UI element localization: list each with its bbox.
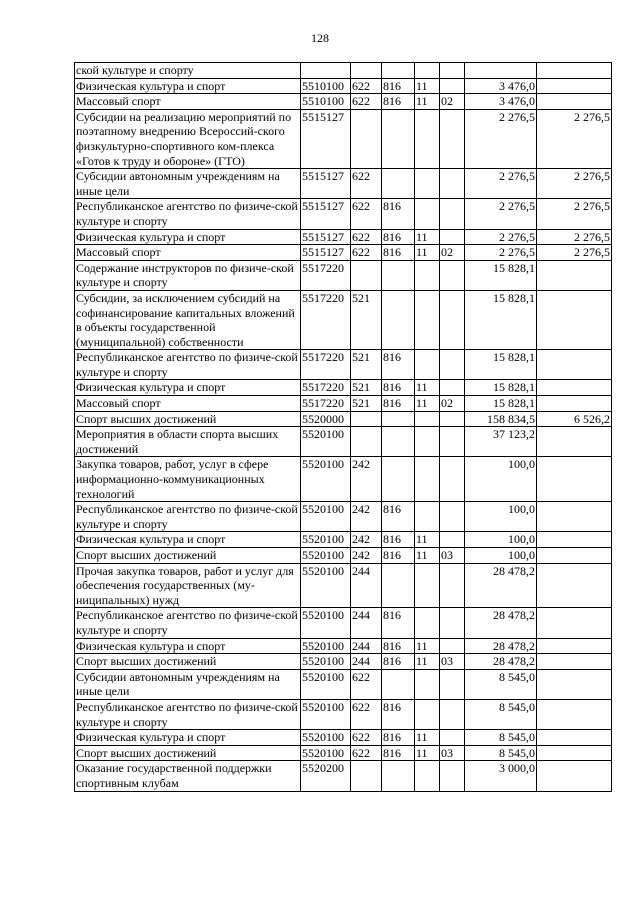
subsection-code-cell: 02: [440, 94, 465, 110]
amount-total-cell: [465, 63, 537, 79]
row-name-cell: Закупка товаров, работ, услуг в сфере информационно-коммуникационных технологий: [75, 457, 301, 502]
table-row: [75, 638, 612, 654]
subsection-code-cell: [440, 699, 465, 729]
section-code-cell: 11: [415, 654, 440, 670]
section-code-cell: [415, 761, 440, 791]
subsection-code-cell: [440, 169, 465, 199]
amount-federal-cell: 2 276,5: [537, 169, 612, 199]
subsection-code-cell: [440, 638, 465, 654]
table-row: [75, 548, 612, 564]
ministry-code-cell: 816: [382, 245, 415, 261]
amount-total-cell: 37 123,2: [465, 427, 537, 457]
section-code-cell: 11: [415, 730, 440, 746]
expense-type-code-cell: 521: [351, 290, 382, 349]
ministry-code-cell: 816: [382, 608, 415, 638]
amount-federal-cell: [537, 380, 612, 396]
amount-total-cell: 28 478,2: [465, 654, 537, 670]
amount-federal-cell: [537, 63, 612, 79]
row-name-cell: Субсидии на реализацию мероприятий по поэтапному внедрению Всероссий-ского физкультурно-спортивного ком-плекса «Готов к труду и обороне» (ГТО): [75, 109, 301, 168]
target-article-code-cell: 5517220: [301, 260, 351, 290]
amount-total-cell: 8 545,0: [465, 699, 537, 729]
subsection-code-cell: [440, 730, 465, 746]
expense-type-code-cell: 622: [351, 229, 382, 245]
target-article-code-cell: 5510100: [301, 94, 351, 110]
ministry-code-cell: 816: [382, 502, 415, 532]
amount-federal-cell: [537, 669, 612, 699]
section-code-cell: [415, 109, 440, 168]
ministry-code-cell: 816: [382, 699, 415, 729]
subsection-code-cell: [440, 608, 465, 638]
amount-total-cell: 2 276,5: [465, 169, 537, 199]
section-code-cell: [415, 699, 440, 729]
subsection-code-cell: [440, 109, 465, 168]
subsection-code-cell: 03: [440, 548, 465, 564]
ministry-code-cell: 816: [382, 350, 415, 380]
target-article-code-cell: 5517220: [301, 380, 351, 396]
subsection-code-cell: 03: [440, 654, 465, 670]
row-name-cell: Республиканское агентство по физиче-ской культуре и спорту: [75, 699, 301, 729]
row-name-cell: Прочая закупка товаров, работ и услуг для обеспечения государственных (му-ниципальных) нужд: [75, 563, 301, 608]
target-article-code-cell: 5520100: [301, 745, 351, 761]
expense-type-code-cell: [351, 427, 382, 457]
ministry-code-cell: 816: [382, 654, 415, 670]
section-code-cell: 11: [415, 245, 440, 261]
subsection-code-cell: [440, 63, 465, 79]
amount-total-cell: 100,0: [465, 532, 537, 548]
row-name-cell: Оказание государственной поддержки спортивным клубам: [75, 761, 301, 791]
amount-federal-cell: [537, 396, 612, 412]
amount-federal-cell: [537, 745, 612, 761]
subsection-code-cell: 02: [440, 245, 465, 261]
expense-type-code-cell: 244: [351, 638, 382, 654]
subsection-code-cell: [440, 411, 465, 427]
row-name-cell: Содержание инструкторов по физиче-ской культуре и спорту: [75, 260, 301, 290]
table-body: [75, 63, 612, 792]
ministry-code-cell: [382, 427, 415, 457]
table-row: [75, 350, 612, 380]
amount-total-cell: 15 828,1: [465, 350, 537, 380]
amount-total-cell: 28 478,2: [465, 608, 537, 638]
amount-total-cell: 15 828,1: [465, 380, 537, 396]
amount-federal-cell: [537, 608, 612, 638]
expense-type-code-cell: 622: [351, 669, 382, 699]
expense-type-code-cell: 242: [351, 548, 382, 564]
amount-federal-cell: [537, 78, 612, 94]
expense-type-code-cell: 622: [351, 745, 382, 761]
target-article-code-cell: 5515127: [301, 169, 351, 199]
expense-type-code-cell: 622: [351, 199, 382, 229]
target-article-code-cell: 5520100: [301, 730, 351, 746]
row-name-cell: Спорт высших достижений: [75, 654, 301, 670]
amount-federal-cell: [537, 260, 612, 290]
ministry-code-cell: [382, 169, 415, 199]
amount-total-cell: 158 834,5: [465, 411, 537, 427]
section-code-cell: [415, 260, 440, 290]
target-article-code-cell: 5520100: [301, 699, 351, 729]
table-row: [75, 532, 612, 548]
target-article-code-cell: 5520100: [301, 638, 351, 654]
row-name-cell: Физическая культура и спорт: [75, 638, 301, 654]
subsection-code-cell: [440, 229, 465, 245]
row-name-cell: Республиканское агентство по физиче-ской культуре и спорту: [75, 608, 301, 638]
table-row: [75, 63, 612, 79]
amount-total-cell: 2 276,5: [465, 109, 537, 168]
subsection-code-cell: [440, 199, 465, 229]
amount-federal-cell: [537, 563, 612, 608]
ministry-code-cell: [382, 411, 415, 427]
amount-federal-cell: [537, 94, 612, 110]
amount-total-cell: 15 828,1: [465, 396, 537, 412]
expense-type-code-cell: 242: [351, 457, 382, 502]
table-row: [75, 94, 612, 110]
row-name-cell: Массовый спорт: [75, 94, 301, 110]
subsection-code-cell: [440, 427, 465, 457]
amount-federal-cell: [537, 699, 612, 729]
section-code-cell: [415, 608, 440, 638]
amount-federal-cell: [537, 427, 612, 457]
target-article-code-cell: 5520100: [301, 427, 351, 457]
table-row: [75, 745, 612, 761]
ministry-code-cell: 816: [382, 78, 415, 94]
amount-total-cell: 3 476,0: [465, 94, 537, 110]
table-row: [75, 109, 612, 168]
row-name-cell: Республиканское агентство по физиче-ской культуре и спорту: [75, 350, 301, 380]
table-row: [75, 260, 612, 290]
section-code-cell: [415, 169, 440, 199]
amount-total-cell: 2 276,5: [465, 245, 537, 261]
table-row: [75, 699, 612, 729]
section-code-cell: 11: [415, 638, 440, 654]
table-row: [75, 457, 612, 502]
table-row: [75, 78, 612, 94]
expense-type-code-cell: 244: [351, 563, 382, 608]
row-name-cell: Мероприятия в области спорта высших достижений: [75, 427, 301, 457]
amount-federal-cell: 2 276,5: [537, 245, 612, 261]
target-article-code-cell: 5515127: [301, 245, 351, 261]
row-name-cell: Субсидии автономным учреждениям на иные цели: [75, 169, 301, 199]
expense-type-code-cell: [351, 761, 382, 791]
section-code-cell: [415, 563, 440, 608]
table-row: [75, 411, 612, 427]
amount-federal-cell: [537, 290, 612, 349]
amount-total-cell: 8 545,0: [465, 745, 537, 761]
ministry-code-cell: [382, 290, 415, 349]
section-code-cell: 11: [415, 380, 440, 396]
subsection-code-cell: [440, 457, 465, 502]
subsection-code-cell: [440, 290, 465, 349]
expense-type-code-cell: 244: [351, 608, 382, 638]
ministry-code-cell: 816: [382, 548, 415, 564]
subsection-code-cell: [440, 380, 465, 396]
table-row: [75, 380, 612, 396]
section-code-cell: [415, 199, 440, 229]
row-name-cell: Спорт высших достижений: [75, 411, 301, 427]
expense-type-code-cell: 622: [351, 699, 382, 729]
table-row: [75, 290, 612, 349]
target-article-code-cell: 5520100: [301, 608, 351, 638]
target-article-code-cell: 5520000: [301, 411, 351, 427]
ministry-code-cell: 816: [382, 94, 415, 110]
section-code-cell: 11: [415, 229, 440, 245]
amount-total-cell: 8 545,0: [465, 730, 537, 746]
subsection-code-cell: [440, 761, 465, 791]
ministry-code-cell: [382, 669, 415, 699]
expense-type-code-cell: [351, 63, 382, 79]
target-article-code-cell: 5520100: [301, 654, 351, 670]
row-name-cell: Республиканское агентство по физиче-ской культуре и спорту: [75, 502, 301, 532]
ministry-code-cell: 816: [382, 532, 415, 548]
expense-type-code-cell: 622: [351, 730, 382, 746]
row-name-cell: Физическая культура и спорт: [75, 78, 301, 94]
section-code-cell: 11: [415, 78, 440, 94]
amount-federal-cell: [537, 638, 612, 654]
table-row: [75, 669, 612, 699]
amount-total-cell: 28 478,2: [465, 563, 537, 608]
row-name-cell: Физическая культура и спорт: [75, 730, 301, 746]
amount-total-cell: 3 000,0: [465, 761, 537, 791]
ministry-code-cell: 816: [382, 745, 415, 761]
expense-type-code-cell: 622: [351, 94, 382, 110]
target-article-code-cell: 5515127: [301, 199, 351, 229]
amount-total-cell: 3 476,0: [465, 78, 537, 94]
amount-total-cell: 15 828,1: [465, 260, 537, 290]
table-row: [75, 563, 612, 608]
section-code-cell: 11: [415, 94, 440, 110]
subsection-code-cell: 02: [440, 396, 465, 412]
target-article-code-cell: 5520100: [301, 502, 351, 532]
amount-federal-cell: [537, 502, 612, 532]
amount-federal-cell: [537, 350, 612, 380]
table-row: [75, 502, 612, 532]
ministry-code-cell: 816: [382, 730, 415, 746]
target-article-code-cell: 5515127: [301, 109, 351, 168]
expense-type-code-cell: 521: [351, 350, 382, 380]
target-article-code-cell: 5520100: [301, 669, 351, 699]
table-row: [75, 199, 612, 229]
amount-federal-cell: 2 276,5: [537, 229, 612, 245]
section-code-cell: [415, 457, 440, 502]
amount-federal-cell: 2 276,5: [537, 109, 612, 168]
ministry-code-cell: 816: [382, 396, 415, 412]
amount-federal-cell: [537, 457, 612, 502]
section-code-cell: [415, 502, 440, 532]
row-name-cell: Массовый спорт: [75, 245, 301, 261]
row-name-cell: ской культуре и спорту: [75, 63, 301, 79]
target-article-code-cell: 5517220: [301, 350, 351, 380]
amount-total-cell: 2 276,5: [465, 199, 537, 229]
expense-type-code-cell: 242: [351, 502, 382, 532]
section-code-cell: 11: [415, 548, 440, 564]
amount-federal-cell: [537, 761, 612, 791]
section-code-cell: [415, 63, 440, 79]
ministry-code-cell: [382, 260, 415, 290]
ministry-code-cell: [382, 761, 415, 791]
section-code-cell: [415, 350, 440, 380]
subsection-code-cell: [440, 669, 465, 699]
table-row: [75, 245, 612, 261]
subsection-code-cell: [440, 78, 465, 94]
table-row: [75, 761, 612, 791]
table-row: [75, 654, 612, 670]
target-article-code-cell: 5520100: [301, 532, 351, 548]
table-row: [75, 427, 612, 457]
section-code-cell: [415, 411, 440, 427]
target-article-code-cell: 5520100: [301, 548, 351, 564]
row-name-cell: Физическая культура и спорт: [75, 229, 301, 245]
amount-total-cell: 8 545,0: [465, 669, 537, 699]
expense-type-code-cell: 242: [351, 532, 382, 548]
section-code-cell: 11: [415, 532, 440, 548]
row-name-cell: Спорт высших достижений: [75, 745, 301, 761]
row-name-cell: Субсидии автономным учреждениям на иные цели: [75, 669, 301, 699]
budget-table: [74, 62, 612, 792]
section-code-cell: [415, 290, 440, 349]
ministry-code-cell: 816: [382, 229, 415, 245]
expense-type-code-cell: 521: [351, 380, 382, 396]
ministry-code-cell: [382, 109, 415, 168]
row-name-cell: Массовый спорт: [75, 396, 301, 412]
amount-total-cell: 100,0: [465, 457, 537, 502]
table-row: [75, 608, 612, 638]
amount-federal-cell: [537, 532, 612, 548]
expense-type-code-cell: 622: [351, 169, 382, 199]
amount-total-cell: 15 828,1: [465, 290, 537, 349]
amount-total-cell: 2 276,5: [465, 229, 537, 245]
subsection-code-cell: 03: [440, 745, 465, 761]
subsection-code-cell: [440, 532, 465, 548]
row-name-cell: Субсидии, за исключением субсидий на софинансирование капитальных вложений в объекты государственной (муниципальной) собственности: [75, 290, 301, 349]
expense-type-code-cell: 244: [351, 654, 382, 670]
row-name-cell: Физическая культура и спорт: [75, 380, 301, 396]
target-article-code-cell: 5520100: [301, 563, 351, 608]
table-row: [75, 169, 612, 199]
table-row: [75, 396, 612, 412]
subsection-code-cell: [440, 350, 465, 380]
expense-type-code-cell: [351, 109, 382, 168]
amount-federal-cell: [537, 654, 612, 670]
target-article-code-cell: 5517220: [301, 290, 351, 349]
target-article-code-cell: [301, 63, 351, 79]
amount-federal-cell: 2 276,5: [537, 199, 612, 229]
amount-federal-cell: [537, 548, 612, 564]
ministry-code-cell: [382, 457, 415, 502]
row-name-cell: Спорт высших достижений: [75, 548, 301, 564]
ministry-code-cell: 816: [382, 380, 415, 396]
amount-total-cell: 28 478,2: [465, 638, 537, 654]
amount-federal-cell: [537, 730, 612, 746]
target-article-code-cell: 5515127: [301, 229, 351, 245]
table-row: [75, 730, 612, 746]
expense-type-code-cell: 521: [351, 396, 382, 412]
row-name-cell: Физическая культура и спорт: [75, 532, 301, 548]
table-row: [75, 229, 612, 245]
section-code-cell: 11: [415, 745, 440, 761]
ministry-code-cell: 816: [382, 199, 415, 229]
target-article-code-cell: 5520100: [301, 457, 351, 502]
ministry-code-cell: [382, 63, 415, 79]
target-article-code-cell: 5520200: [301, 761, 351, 791]
target-article-code-cell: 5510100: [301, 78, 351, 94]
amount-total-cell: 100,0: [465, 548, 537, 564]
section-code-cell: [415, 669, 440, 699]
ministry-code-cell: 816: [382, 638, 415, 654]
expense-type-code-cell: [351, 260, 382, 290]
expense-type-code-cell: 622: [351, 245, 382, 261]
section-code-cell: [415, 427, 440, 457]
subsection-code-cell: [440, 502, 465, 532]
ministry-code-cell: [382, 563, 415, 608]
expense-type-code-cell: [351, 411, 382, 427]
page-number: 128: [311, 31, 329, 45]
amount-total-cell: 100,0: [465, 502, 537, 532]
row-name-cell: Республиканское агентство по физиче-ской культуре и спорту: [75, 199, 301, 229]
expense-type-code-cell: 622: [351, 78, 382, 94]
subsection-code-cell: [440, 563, 465, 608]
section-code-cell: 11: [415, 396, 440, 412]
target-article-code-cell: 5517220: [301, 396, 351, 412]
amount-federal-cell: 6 526,2: [537, 411, 612, 427]
subsection-code-cell: [440, 260, 465, 290]
